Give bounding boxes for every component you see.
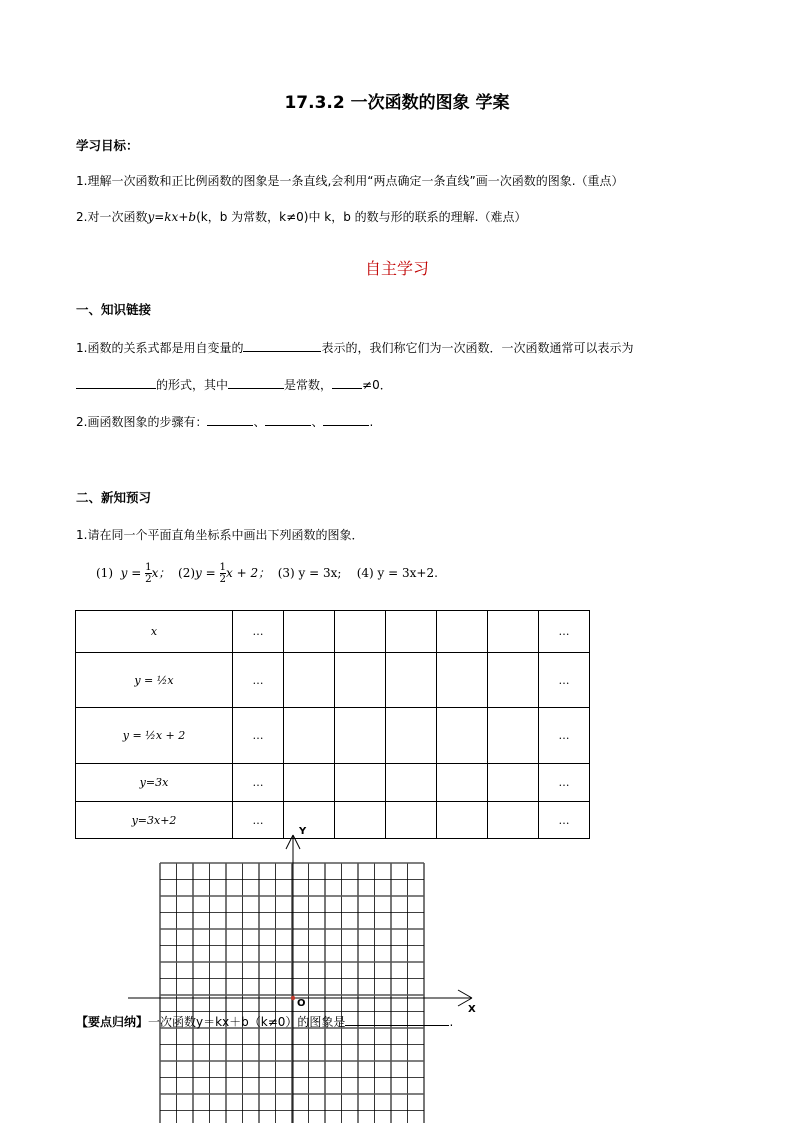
table-cell[interactable]: … (233, 802, 284, 839)
row-label: x (76, 611, 233, 653)
formula: y=kx+b (147, 210, 197, 224)
table-cell[interactable]: … (233, 653, 284, 708)
x-arrow (458, 990, 472, 998)
row-label: y = ½x (76, 653, 233, 708)
row-label: y=3x+2 (76, 802, 233, 839)
table-cell[interactable]: … (233, 708, 284, 764)
row-label: y = ½x + 2 (76, 708, 233, 764)
text: . (449, 1015, 454, 1029)
text: x + 2； (226, 566, 271, 581)
denominator: 2 (219, 574, 226, 586)
numerator: 1 (145, 562, 152, 573)
origin-label: O (297, 998, 306, 1009)
text: x； (151, 566, 171, 581)
text: y = (120, 566, 142, 581)
text: 是常数， (284, 378, 333, 392)
objective-1: 1.理解一次函数和正比例函数的图象是一条直线,会利用“两点确定一条直线”画一次函数的图象.（重点） (76, 174, 624, 188)
part1-heading: 一、知识链接 (76, 302, 152, 317)
numerator: 1 (219, 562, 226, 573)
text: . (369, 415, 374, 429)
text: 1.函数的关系式都是用自变量的 (76, 341, 244, 355)
page-title: 17.3.2 一次函数的图象 学案 (284, 93, 510, 113)
part2-heading: 二、新知预习 (76, 490, 152, 505)
table-cell[interactable]: … (539, 708, 590, 764)
origin-point (291, 996, 295, 1000)
text: (2) (178, 566, 196, 581)
blank[interactable] (345, 1013, 449, 1026)
text: ≠0． (362, 378, 392, 392)
text: (3) y = 3x; (277, 566, 342, 581)
summary-text: 一次函数y＝kx＋b（k≠0）的图象是 (148, 1015, 346, 1029)
x-axis-label: X (468, 1004, 476, 1015)
table-cell[interactable]: … (539, 653, 590, 708)
objectives-heading: 学习目标： (76, 138, 139, 153)
text: 、 (311, 415, 324, 429)
text: 2.对一次函数 (76, 210, 148, 224)
table-cell[interactable]: … (539, 764, 590, 802)
y-arrow (293, 835, 300, 849)
text: (k，b 为常数，k≠0)中 k，b 的数与形的联系的理解.（难点） (196, 210, 527, 224)
text: y = (195, 566, 216, 581)
text: 、 (253, 415, 266, 429)
text: 的形式，其中 (156, 378, 229, 392)
row-label: y=3x (76, 764, 233, 802)
text: 2.画函数图象的步骤有： (76, 415, 208, 429)
summary-tag: 【要点归纳】 (76, 1015, 149, 1029)
text: 表示的，我们称它们为一次函数．一次函数通常可以表示为 (321, 341, 634, 355)
table-cell[interactable]: … (539, 802, 590, 839)
table-cell[interactable]: … (233, 764, 284, 802)
key-point-summary (76, 1013, 453, 1030)
y-axis-label: Y (299, 826, 307, 837)
y-arrow (286, 835, 293, 849)
section-title: 自主学习 (364, 259, 429, 278)
denominator: 2 (145, 574, 152, 586)
text: (1) (96, 566, 113, 581)
table-cell[interactable]: … (539, 611, 590, 653)
table-cell[interactable]: … (233, 611, 284, 653)
part2-question-1: 1.请在同一个平面直角坐标系中画出下列函数的图象． (76, 528, 364, 542)
text: (4) y = 3x+2. (356, 566, 438, 581)
